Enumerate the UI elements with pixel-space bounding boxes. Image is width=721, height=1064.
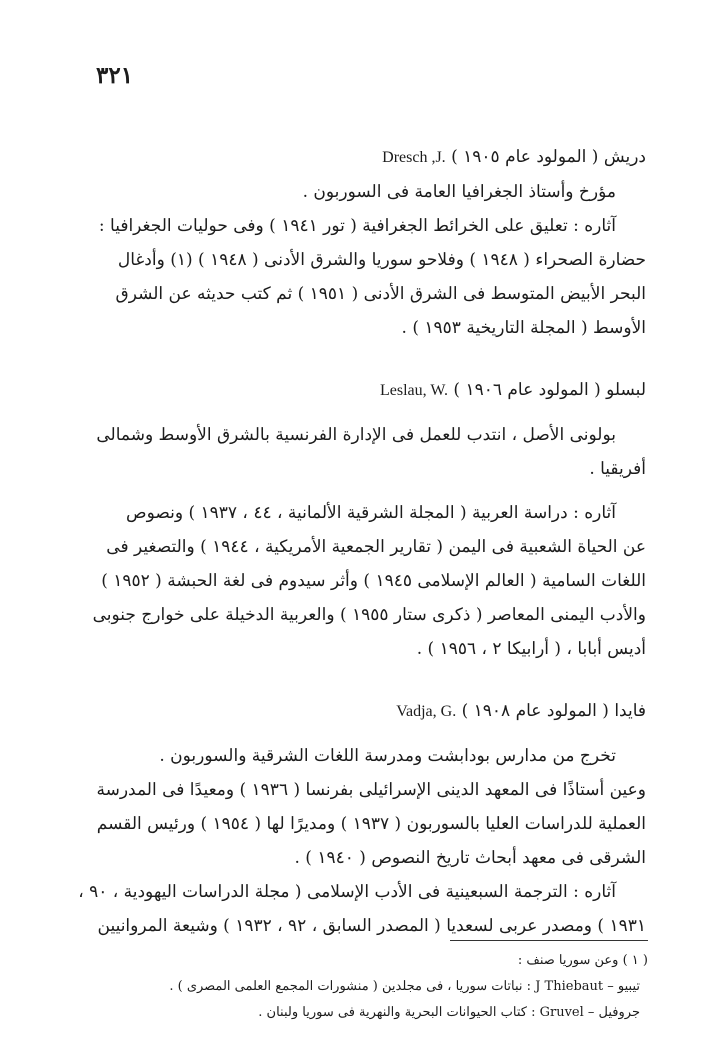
entry-heading-arabic: دريش ( المولود عام ١٩٠٥ ) xyxy=(451,147,646,167)
paragraph-line: اللغات السامية ( العالم الإسلامى ١٩٤٥ ) وأثر سيدوم فى لغة الحبشة ( ١٩٥٢ ) xyxy=(101,571,646,591)
paragraph-line: عن الحياة الشعبية فى اليمن ( تقارير الجمعية الأمريكية ، ١٩٤٤ ) والتصغير فى xyxy=(106,537,646,557)
paragraph-line: آثاره : تعليق على الخرائط الجغرافية ( تور ١٩٤١ ) وفى حوليات الجغرافيا : xyxy=(98,216,616,236)
entry-heading xyxy=(96,373,646,408)
footnote-line: جروفيل – Gruvel : كتاب الحيوانات البحرية والنهرية فى سوريا ولبنان . xyxy=(258,1005,640,1020)
entry-latin-name: Vadja, G. xyxy=(396,703,457,720)
paragraph-line: والأدب اليمنى المعاصر ( ذكرى ستار ١٩٥٥ ) والعربية الدخيلة على خوارج جنوبى xyxy=(92,605,646,625)
entry-latin-name: Dresch ,J. xyxy=(382,149,446,166)
footnote-divider xyxy=(450,940,648,941)
footnote-marker-line: ( ١ ) وعن سوريا صنف : xyxy=(517,953,648,968)
paragraph-line: بولونى الأصل ، انتدب للعمل فى الإدارة الفرنسية بالشرق الأوسط وشمالى xyxy=(96,425,616,445)
paragraph-line: الأوسط ( المجلة التاريخية ١٩٥٣ ) . xyxy=(401,318,646,338)
paragraph-line: آثاره : الترجمة السبعينية فى الأدب الإسلامى ( مجلة الدراسات اليهودية ، ٩٠ ، xyxy=(78,882,616,902)
paragraph-line: حضارة الصحراء ( ١٩٤٨ ) وفلاحو سوريا والشرق الأدنى ( ١٩٤٨ ) (١) وأدغال xyxy=(117,250,646,270)
page-number: ٣٢١ xyxy=(96,62,134,89)
footnote-line: تيبيو – J Thiebaut : نباتات سوريا ، فى مجلدين ( منشورات المجمع العلمى المصرى ) . xyxy=(169,979,640,994)
entry-latin-name: Leslau, W. xyxy=(379,382,448,399)
paragraph-line: الشرقى فى معهد أبحاث تاريخ النصوص ( ١٩٤٠ ) . xyxy=(294,848,646,868)
entry-heading-arabic: لبسلو ( المولود عام ١٩٠٦ ) xyxy=(453,380,646,400)
footnotes xyxy=(169,948,648,1026)
entry-heading xyxy=(96,140,646,175)
paragraph-line: تخرج من مدارس بودابشت ومدرسة اللغات الشرقية والسوربون . xyxy=(159,746,616,766)
paragraph-line: أديس أبابا ، ( أرابيكا ٢ ، ١٩٥٦ ) . xyxy=(416,639,646,659)
paragraph-line: مؤرخ وأستاذ الجغرافيا العامة فى السوربون . xyxy=(302,182,616,202)
paragraph-line: أفريقيا . xyxy=(589,459,646,479)
paragraph-line: العملية للدراسات العليا بالسوربون ( ١٩٣٧ ) ومديرًا لها ( ١٩٥٤ ) ورئيس القسم xyxy=(96,814,646,834)
paragraph-line: وعين أستاذًا فى المعهد الدينى الإسرائيلى بفرنسا ( ١٩٣٦ ) ومعيدًا فى المدرسة xyxy=(96,780,646,800)
paragraph-line: آثاره : دراسة العربية ( المجلة الشرقية الألمانية ، ٤٤ ، ١٩٣٧ ) ونصوص xyxy=(126,503,616,523)
page-body xyxy=(78,140,646,943)
paragraph-line: ١٩٣١ ) ومصدر عربى لسعديا ( المصدر السابق ، ٩٢ ، ١٩٣٢ ) وشيعة المروانيين xyxy=(97,916,646,936)
paragraph-line: البحر الأبيض المتوسط فى الشرق الأدنى ( ١٩٥١ ) ثم كتب حديثه عن الشرق xyxy=(115,284,646,304)
entry-heading xyxy=(96,694,646,729)
entry-heading-arabic: فايدا ( المولود عام ١٩٠٨ ) xyxy=(461,701,646,721)
